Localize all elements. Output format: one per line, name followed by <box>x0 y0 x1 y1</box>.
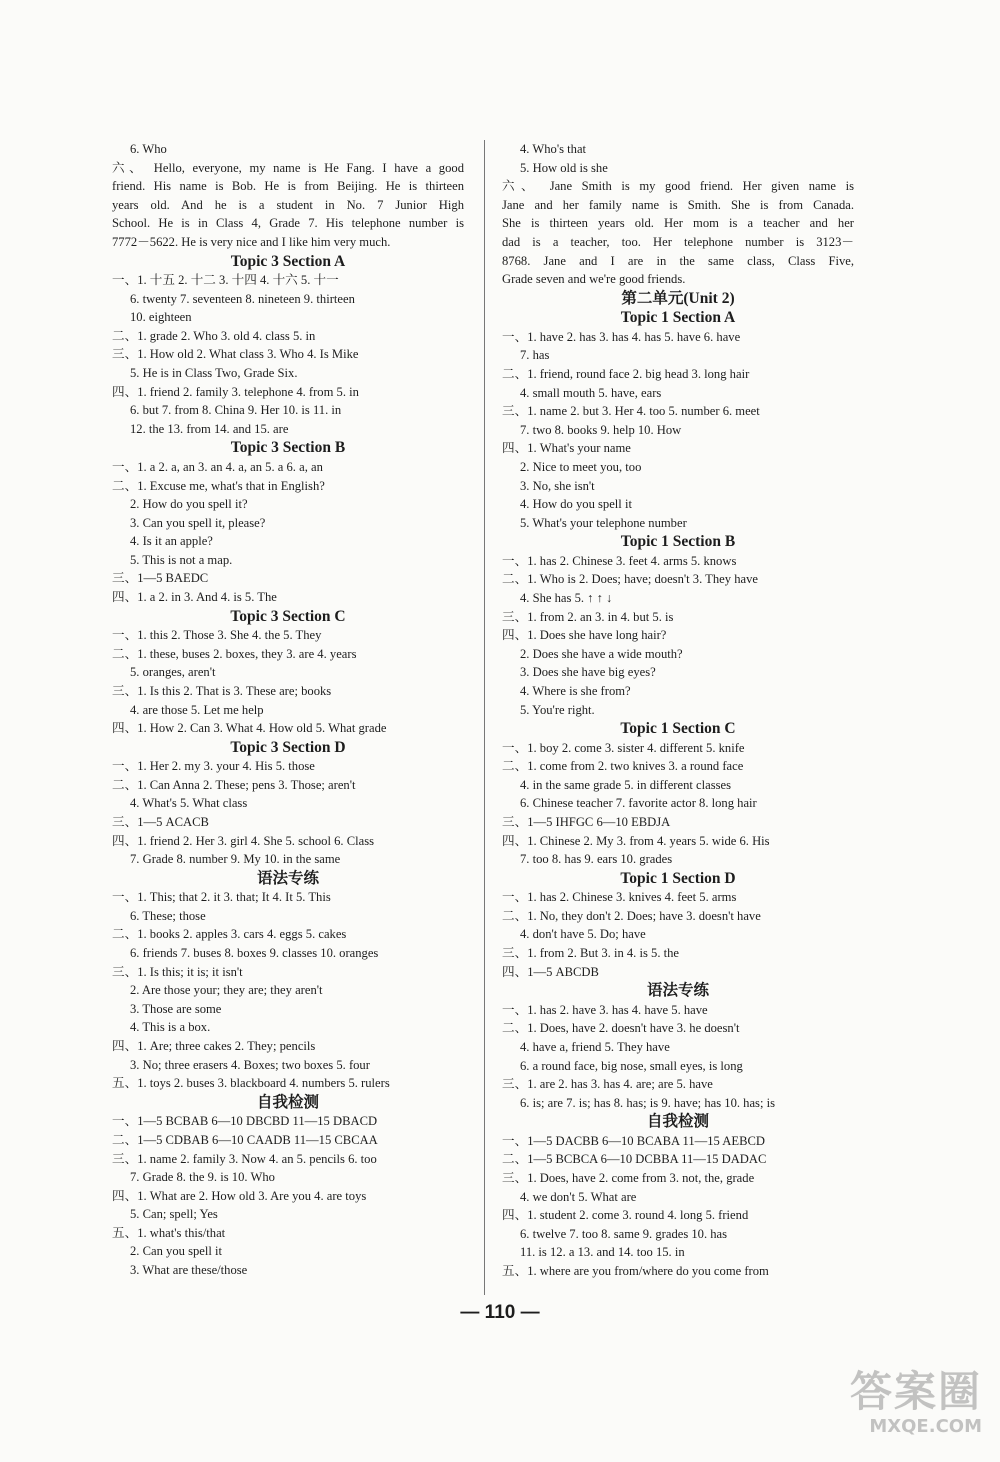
answer-line: 2. How do you spell it? <box>130 497 248 512</box>
answer-line: 5. How old is she <box>520 160 608 175</box>
answer-line: 7. Grade 8. the 9. is 10. Who <box>130 1170 275 1185</box>
answer-line: 5. He is in Class Two, Grade Six. <box>130 366 298 381</box>
answer-line: 二、1. these, buses 2. boxes, they 3. are 4. years <box>112 646 357 661</box>
column-divider <box>484 140 485 1295</box>
answer-line: 6. friends 7. buses 8. boxes 9. classes 10. oranges <box>130 946 379 961</box>
answer-line: 6. Who <box>130 142 167 156</box>
answer-line: 四、1. Are; three cakes 2. They; pencils <box>112 1039 316 1054</box>
answer-line: 一、1. have 2. has 3. has 4. has 5. have 6. have <box>502 329 741 344</box>
section-heading: Topic 3 Section D <box>230 738 346 756</box>
watermark-logo-text: 答案圈 <box>849 1367 982 1416</box>
answer-line: 二、1. friend, round face 2. big head 3. long hair <box>502 366 750 381</box>
answer-line: 三、1. Is this; it is; it isn't <box>112 964 243 979</box>
answer-line: 四、1. What are 2. How old 3. Are you 4. are toys <box>112 1188 367 1203</box>
page-number: — 110 — <box>460 1302 540 1323</box>
answer-line: 6. Chinese teacher 7. favorite actor 8. long hair <box>520 796 757 811</box>
answer-line: Jane and her family name is Smith. She is from Canada. <box>502 197 854 212</box>
answer-line: 三、1. name 2. family 3. Now 4. an 5. pencils 6. too <box>112 1151 377 1166</box>
answer-line: 6. twenty 7. seventeen 8. nineteen 9. thirteen <box>130 291 355 306</box>
answer-line: 5. This is not a map. <box>130 552 233 567</box>
answer-line: 3. No, she isn't <box>520 478 595 493</box>
answer-line: 一、1—5 DACBB 6—10 BCABA 11—15 AEBCD <box>502 1133 765 1148</box>
answer-line: 一、1. has 2. Chinese 3. knives 4. feet 5. arms <box>502 890 737 905</box>
answer-line: 4. small mouth 5. have, ears <box>520 385 662 400</box>
answer-line: friend. His name is Bob. He is from Beijing. He is thirteen <box>112 179 464 194</box>
answer-line: 三、1. How old 2. What class 3. Who 4. Is Mike <box>112 347 359 362</box>
answer-line: 6. but 7. from 8. China 9. Her 10. is 11. in <box>130 403 342 418</box>
answer-line: 四、1. friend 2. family 3. telephone 4. from 5. in <box>112 384 359 399</box>
section-heading: Topic 1 Section A <box>620 309 736 327</box>
watermark-logo <box>822 1368 982 1448</box>
answer-line: 5. Can; spell; Yes <box>130 1207 218 1222</box>
answer-line: 7. Grade 8. number 9. My 10. in the same <box>130 852 341 867</box>
answer-line: 三、1—5 IHFGC 6—10 EBDJA <box>502 815 671 829</box>
left-column <box>112 140 464 1280</box>
section-heading: Topic 3 Section A <box>230 252 346 270</box>
answer-line: 12. the 13. from 14. and 15. are <box>130 421 289 436</box>
answer-line: 四、1. a 2. in 3. And 4. is 5. The <box>112 590 277 605</box>
answer-line: 5. What's your telephone number <box>520 515 687 530</box>
answer-line: 一、1. this 2. Those 3. She 4. the 5. They <box>112 628 322 643</box>
answer-line: 一、1. a 2. a, an 3. an 4. a, an 5. a 6. a, an <box>112 459 323 474</box>
answer-line: 2. Are those your; they are; they aren't <box>130 983 323 998</box>
section-heading: 语法专练 <box>256 869 319 887</box>
answer-line: 6. is; are 7. is; has 8. has; is 9. have; has 10. has; is <box>520 1095 775 1110</box>
answer-line: 六、 Jane Smith is my good friend. Her given name is <box>502 179 854 194</box>
answer-line: 4. This is a box. <box>130 1020 211 1035</box>
section-heading: Topic 3 Section C <box>230 607 346 625</box>
answer-line: 7. too 8. has 9. ears 10. grades <box>520 852 673 867</box>
answer-line: 三、1. from 2. an 3. in 4. but 5. is <box>502 609 674 624</box>
answer-line: 4. Is it an apple? <box>130 534 213 549</box>
section-heading: 语法专练 <box>646 982 709 1000</box>
answer-line: 二、1—5 BCBCA 6—10 DCBBA 11—15 DADAC <box>502 1152 767 1167</box>
answer-line: 五、1. what's this/that <box>112 1225 226 1240</box>
answer-line: 2. Can you spell it <box>130 1244 222 1259</box>
answer-line: 二、1. Does, have 2. doesn't have 3. he doesn't <box>502 1021 740 1036</box>
answer-line: 4. Who's that <box>520 142 587 156</box>
answer-line: 一、1—5 BCBAB 6—10 DBCBD 11—15 DBACD <box>112 1114 378 1129</box>
section-heading: 自我检测 <box>646 1113 709 1131</box>
answer-line: 六、 Hello, everyone, my name is He Fang. I have a good <box>112 160 464 175</box>
answer-line: 五、1. toys 2. buses 3. blackboard 4. numbers 5. rulers <box>112 1076 390 1091</box>
answer-line: 四、1. How 2. Can 3. What 4. How old 5. What grade <box>112 721 387 736</box>
answer-line: 二、1. No, they don't 2. Does; have 3. doesn't have <box>502 908 761 923</box>
answer-line: 4. we don't 5. What are <box>520 1189 637 1204</box>
answer-line: 7772－5622. He is very nice and I like him very much. <box>112 234 391 249</box>
answer-line: 6. twelve 7. too 8. same 9. grades 10. has <box>520 1226 728 1241</box>
answer-line: 5. oranges, aren't <box>130 665 216 680</box>
answer-line: 3. What are these/those <box>130 1263 248 1278</box>
answer-line: 二、1. grade 2. Who 3. old 4. class 5. in <box>112 328 316 343</box>
section-heading: 自我检测 <box>256 1093 319 1111</box>
answer-line: 四、1. What's your name <box>502 441 631 456</box>
watermark-site-text: MXQE.COM <box>869 1416 982 1437</box>
answer-line: 5. You're right. <box>520 702 595 717</box>
answer-line: 一、1. 十五 2. 十二 3. 十四 4. 十六 5. 十一 <box>112 273 339 288</box>
answer-line: 10. eighteen <box>130 310 192 325</box>
answer-line: 11. is 12. a 13. and 14. too 15. in <box>520 1245 685 1260</box>
section-heading: Topic 3 Section B <box>230 439 346 457</box>
answer-line: 4. don't have 5. Do; have <box>520 927 646 942</box>
answer-line: 6. These; those <box>130 908 206 923</box>
answer-line: 4. She has 5. ↑ ↑ ↓ <box>520 590 613 605</box>
section-heading: Topic 1 Section C <box>620 720 736 738</box>
answer-line: 3. No; three erasers 4. Boxes; two boxes 5. four <box>130 1057 370 1072</box>
answer-line: dad is a teacher, too. Her telephone number is 3123－ <box>502 234 854 249</box>
answer-line: 一、1. has 2. have 3. has 4. have 5. have <box>502 1002 708 1017</box>
answer-line: 3. Can you spell it, please? <box>130 515 266 530</box>
answer-line: 2. Does she have a wide mouth? <box>520 646 683 661</box>
section-heading: Topic 1 Section D <box>620 869 736 887</box>
answer-line: She is thirteen years old. Her mom is a teacher and her <box>502 216 854 231</box>
answer-line: 2. Nice to meet you, too <box>520 459 642 474</box>
answer-line: 四、1. Does she have long hair? <box>502 628 667 643</box>
answer-line: 二、1—5 CDBAB 6—10 CAADB 11—15 CBCAA <box>112 1132 378 1147</box>
answer-line: 三、1—5 ACACB <box>112 815 209 829</box>
answer-line: 一、1. boy 2. come 3. sister 4. different 5. knife <box>502 740 745 755</box>
answer-line: 三、1. are 2. has 3. has 4. are; are 5. have <box>502 1077 713 1092</box>
answer-line: 三、1—5 BAEDC <box>112 571 209 586</box>
answer-line: 三、1. Is this 2. That is 3. These are; books <box>112 683 332 698</box>
answer-line: Grade seven and we're good friends. <box>502 272 686 287</box>
answer-line: 一、1. Her 2. my 3. your 4. His 5. those <box>112 759 315 774</box>
answer-line: 二、1. books 2. apples 3. cars 4. eggs 5. cakes <box>112 927 347 942</box>
section-heading: Topic 1 Section B <box>620 533 736 551</box>
answer-line: 8768. Jane and I are in the same class, Class Five, <box>502 253 854 268</box>
answer-line: 4. have a, friend 5. They have <box>520 1039 670 1054</box>
answer-line: 4. Where is she from? <box>520 683 631 698</box>
answer-line: 一、1. This; that 2. it 3. that; It 4. It 5. This <box>112 890 331 905</box>
answer-line: 五、1. where are you from/where do you come from <box>502 1263 769 1278</box>
answer-line: School. He is in Class 4, Grade 7. His telephone number is <box>112 216 464 231</box>
answer-line: years old. And he is a student in No. 7 Junior High <box>112 197 464 212</box>
answer-line: 4. are those 5. Let me help <box>130 702 264 717</box>
answer-line: 四、1. friend 2. Her 3. girl 4. She 5. school 6. Class <box>112 833 374 848</box>
answer-line: 3. Does she have big eyes? <box>520 665 656 680</box>
answer-line: 3. Those are some <box>130 1001 222 1016</box>
section-heading: 第二单元(Unit 2) <box>621 289 735 307</box>
answer-line: 二、1. Excuse me, what's that in English? <box>112 478 325 493</box>
answer-line: 二、1. Can Anna 2. These; pens 3. Those; aren't <box>112 777 356 792</box>
answer-line: 7. has <box>520 348 550 363</box>
answer-line: 三、1. Does, have 2. come from 3. not, the, grade <box>502 1171 755 1185</box>
answer-line: 四、1—5 ABCDB <box>502 964 599 979</box>
page-number-value: 110 <box>484 1302 516 1323</box>
answer-line: 三、1. name 2. but 3. Her 4. too 5. number 6. meet <box>502 404 760 419</box>
answer-line: 三、1. from 2. But 3. in 4. is 5. the <box>502 946 680 961</box>
answer-line: 4. in the same grade 5. in different classes <box>520 777 731 792</box>
answer-line: 4. How do you spell it <box>520 497 632 512</box>
answer-line: 四、1. student 2. come 3. round 4. long 5. friend <box>502 1208 749 1223</box>
answer-line: 二、1. come from 2. two knives 3. a round face <box>502 759 744 774</box>
answer-line: 4. What's 5. What class <box>130 796 248 811</box>
right-column <box>502 140 854 1281</box>
answer-line: 四、1. Chinese 2. My 3. from 4. years 5. wide 6. His <box>502 833 770 848</box>
answer-line: 一、1. has 2. Chinese 3. feet 4. arms 5. knows <box>502 553 737 568</box>
answer-line: 6. a round face, big nose, small eyes, is long <box>520 1058 743 1073</box>
answer-line: 二、1. Who is 2. Does; have; doesn't 3. They have <box>502 572 758 587</box>
answer-line: 7. two 8. books 9. help 10. How <box>520 422 682 437</box>
